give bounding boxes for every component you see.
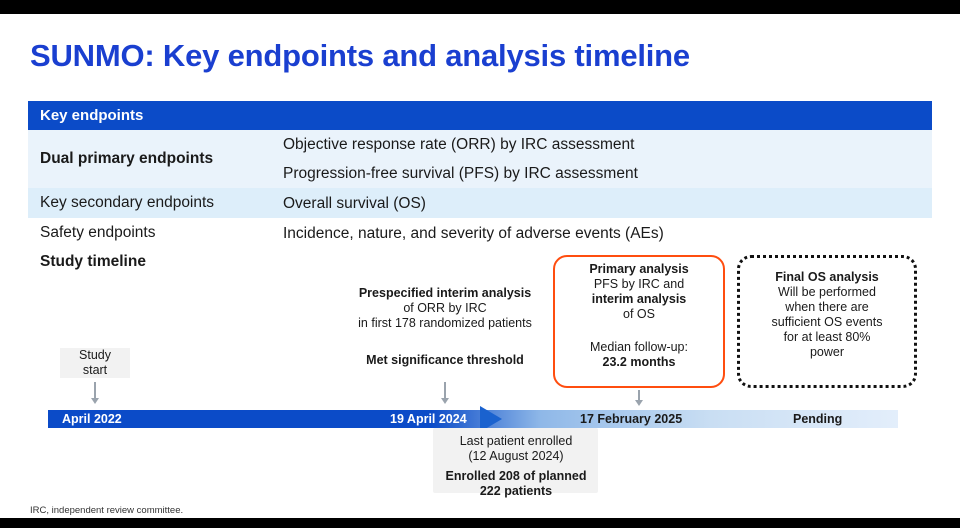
timeline-bar — [48, 410, 898, 428]
table-row — [28, 188, 932, 218]
primary-line2: PFS by IRC and — [593, 277, 685, 291]
primary-line6: 23.2 months — [602, 355, 676, 369]
row-value-orr: Objective response rate (ORR) by IRC assessment — [283, 136, 635, 153]
final-os-line2: Will be performed — [778, 285, 876, 299]
primary-line5: Median follow-up: — [590, 340, 688, 354]
primary-analysis-callout — [556, 262, 722, 370]
table-row — [28, 218, 932, 248]
timeline-milestone-4: Pending — [793, 412, 843, 426]
enrollment-line1: Last patient enrolled — [459, 434, 573, 448]
enrollment-note — [436, 434, 596, 499]
study-start-callout — [60, 348, 130, 378]
enrollment-line4: 222 patients — [479, 484, 553, 498]
interim-arrowhead-icon — [441, 398, 449, 404]
row-values-safety — [283, 218, 932, 248]
row-values-secondary — [283, 188, 932, 218]
final-os-callout — [741, 270, 913, 360]
interim-line3: in first 178 randomized patients — [358, 316, 532, 330]
letterbox-top — [0, 0, 960, 14]
letterbox-bottom — [0, 518, 960, 528]
enrollment-line2: (12 August 2024) — [468, 449, 564, 463]
interim-line2: of ORR by IRC — [403, 301, 487, 315]
study-start-line2: start — [82, 363, 108, 377]
final-os-line3: when there are — [785, 300, 869, 314]
table-header-label: Key endpoints — [40, 107, 144, 124]
primary-arrowhead-icon — [635, 400, 643, 406]
study-start-arrowhead-icon — [91, 398, 99, 404]
row-value-pfs: Progression-free survival (PFS) by IRC assessment — [283, 165, 638, 182]
timeline-milestone-1: April 2022 — [62, 412, 122, 426]
row-label-primary: Dual primary endpoints — [40, 150, 214, 167]
row-value-os: Overall survival (OS) — [283, 194, 426, 212]
enrollment-line3: Enrolled 208 of planned — [445, 469, 587, 483]
final-os-line5: for at least 80% — [783, 330, 871, 344]
timeline-milestone-2: 19 April 2024 — [390, 412, 467, 426]
page-title: SUNMO: Key endpoints and analysis timeline — [30, 38, 690, 73]
row-value-aes: Incidence, nature, and severity of adverse events (AEs) — [283, 224, 664, 242]
study-timeline-label: Study timeline — [40, 253, 146, 270]
row-values-primary — [283, 130, 932, 188]
final-os-line6: power — [809, 345, 845, 359]
interim-line1: Prespecified interim analysis — [358, 286, 532, 300]
row-label-secondary: Key secondary endpoints — [40, 194, 215, 211]
interim-line4: Met significance threshold — [366, 353, 524, 367]
footnote: IRC, independent review committee. — [30, 505, 184, 516]
interim-analysis-callout — [330, 286, 560, 368]
primary-line1: Primary analysis — [589, 262, 689, 276]
primary-line4: of OS — [623, 307, 655, 321]
final-os-line1: Final OS analysis — [775, 270, 879, 284]
primary-line3: interim analysis — [591, 292, 687, 306]
final-os-line4: sufficient OS events — [771, 315, 883, 329]
table-header — [28, 101, 932, 130]
timeline-milestone-3: 17 February 2025 — [580, 412, 683, 426]
row-label-safety: Safety endpoints — [40, 224, 156, 241]
study-start-line1: Study — [79, 348, 111, 362]
table-row — [28, 130, 932, 188]
